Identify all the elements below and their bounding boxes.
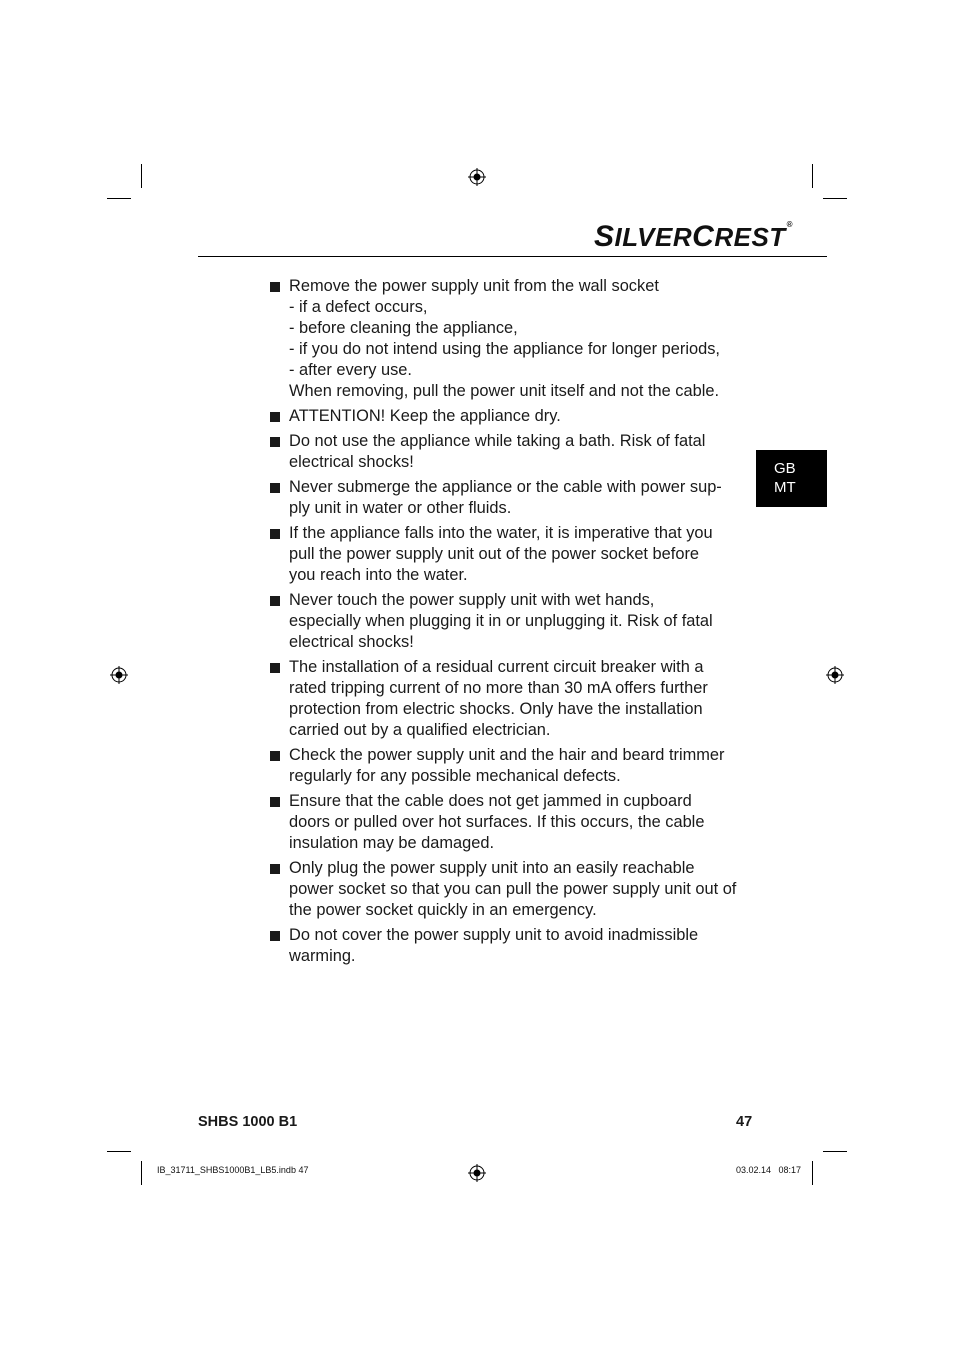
list-item-text-line: - if you do not intend using the appliance for longer periods, [289, 340, 720, 358]
list-item [270, 276, 740, 402]
list-item-text-line: the power socket quickly in an emergency. [289, 901, 597, 919]
square-bullet-icon [270, 412, 280, 422]
crop-mark-top-left-vertical [141, 164, 142, 188]
square-bullet-icon [270, 529, 280, 539]
square-bullet-icon [270, 483, 280, 493]
list-item [270, 590, 740, 653]
registration-mark-icon [110, 666, 128, 684]
list-item-text-line: Do not use the appliance while taking a bath. Risk of fatal [289, 432, 706, 450]
square-bullet-icon [270, 751, 280, 761]
square-bullet-icon [270, 864, 280, 874]
crop-mark-top-right-horizontal [823, 198, 847, 199]
brand-logo: SILVERCREST® [594, 220, 794, 253]
list-item [270, 431, 740, 473]
list-item-text-line: power socket so that you can pull the power supply unit out of [289, 880, 737, 898]
safety-instructions-list [270, 276, 740, 971]
list-item-text-line: doors or pulled over hot surfaces. If this occurs, the cable [289, 813, 705, 831]
crop-mark-top-left-horizontal [107, 198, 131, 199]
crop-mark-bottom-left-horizontal [107, 1151, 131, 1152]
registration-mark-icon [468, 1164, 486, 1182]
list-item [270, 791, 740, 854]
list-item [270, 477, 740, 519]
list-item-text-line: ply unit in water or other fluids. [289, 499, 512, 517]
list-item-text-line: Check the power supply unit and the hair and beard trimmer [289, 746, 725, 764]
square-bullet-icon [270, 596, 280, 606]
list-item-text-line: ATTENTION! Keep the appliance dry. [289, 407, 561, 425]
print-slug-file: IB_31711_SHBS1000B1_LB5.indb 47 [157, 1165, 309, 1175]
list-item-text-line: Remove the power supply unit from the wall socket [289, 277, 659, 295]
list-item-text-line: especially when plugging it in or unplugging it. Risk of fatal [289, 612, 713, 630]
list-item-text-line: The installation of a residual current circuit breaker with a [289, 658, 704, 676]
list-item-text-line: pull the power supply unit out of the power socket before [289, 545, 700, 563]
registration-mark-icon [468, 168, 486, 186]
crop-mark-bottom-left-vertical [141, 1161, 142, 1185]
list-item [270, 406, 740, 427]
list-item-text-line: rated tripping current of no more than 30 mA offers further [289, 679, 708, 697]
list-item [270, 657, 740, 741]
language-tab [756, 450, 827, 507]
crop-mark-bottom-right-horizontal [823, 1151, 847, 1152]
language-code-mt: MT [774, 479, 796, 496]
list-item-text-line: electrical shocks! [289, 453, 414, 471]
crop-mark-top-right-vertical [812, 164, 813, 188]
square-bullet-icon [270, 663, 280, 673]
square-bullet-icon [270, 437, 280, 447]
list-item-text-line: If the appliance falls into the water, it is imperative that you [289, 524, 713, 542]
list-item-text-line: Only plug the power supply unit into an easily reachable [289, 859, 695, 877]
list-item [270, 523, 740, 586]
list-item-text-line: carried out by a qualified electrician. [289, 721, 551, 739]
language-code-gb: GB [774, 460, 796, 477]
list-item [270, 925, 740, 967]
list-item-text-line: insulation may be damaged. [289, 834, 495, 852]
list-item [270, 745, 740, 787]
square-bullet-icon [270, 931, 280, 941]
registration-mark-icon [826, 666, 844, 684]
square-bullet-icon [270, 282, 280, 292]
list-item-text-line: - if a defect occurs, [289, 298, 428, 316]
list-item-text-line: warming. [289, 947, 356, 965]
crop-mark-bottom-right-vertical [812, 1161, 813, 1185]
list-item-text-line: - before cleaning the appliance, [289, 319, 518, 337]
list-item-text-line: - after every use. [289, 361, 412, 379]
list-item-text-line: When removing, pull the power unit itself and not the cable. [289, 382, 720, 400]
footer-model-number: SHBS 1000 B1 [198, 1114, 298, 1130]
list-item-text-line: protection from electric shocks. Only have the installation [289, 700, 703, 718]
list-item-text-line: regularly for any possible mechanical defects. [289, 767, 621, 785]
list-item-text-line: electrical shocks! [289, 633, 414, 651]
list-item-text-line: Never submerge the appliance or the cable with power sup- [289, 478, 722, 496]
print-slug-date: 03.02.14 08:17 [736, 1165, 802, 1175]
list-item-text-line: Ensure that the cable does not get jammed in cupboard [289, 792, 692, 810]
list-item-text-line: you reach into the water. [289, 566, 468, 584]
list-item-text-line: Do not cover the power supply unit to avoid inadmissible [289, 926, 699, 944]
header-rule [198, 256, 827, 257]
list-item-text-line: Never touch the power supply unit with wet hands, [289, 591, 655, 609]
square-bullet-icon [270, 797, 280, 807]
list-item [270, 858, 740, 921]
page-number: 47 [736, 1114, 753, 1130]
